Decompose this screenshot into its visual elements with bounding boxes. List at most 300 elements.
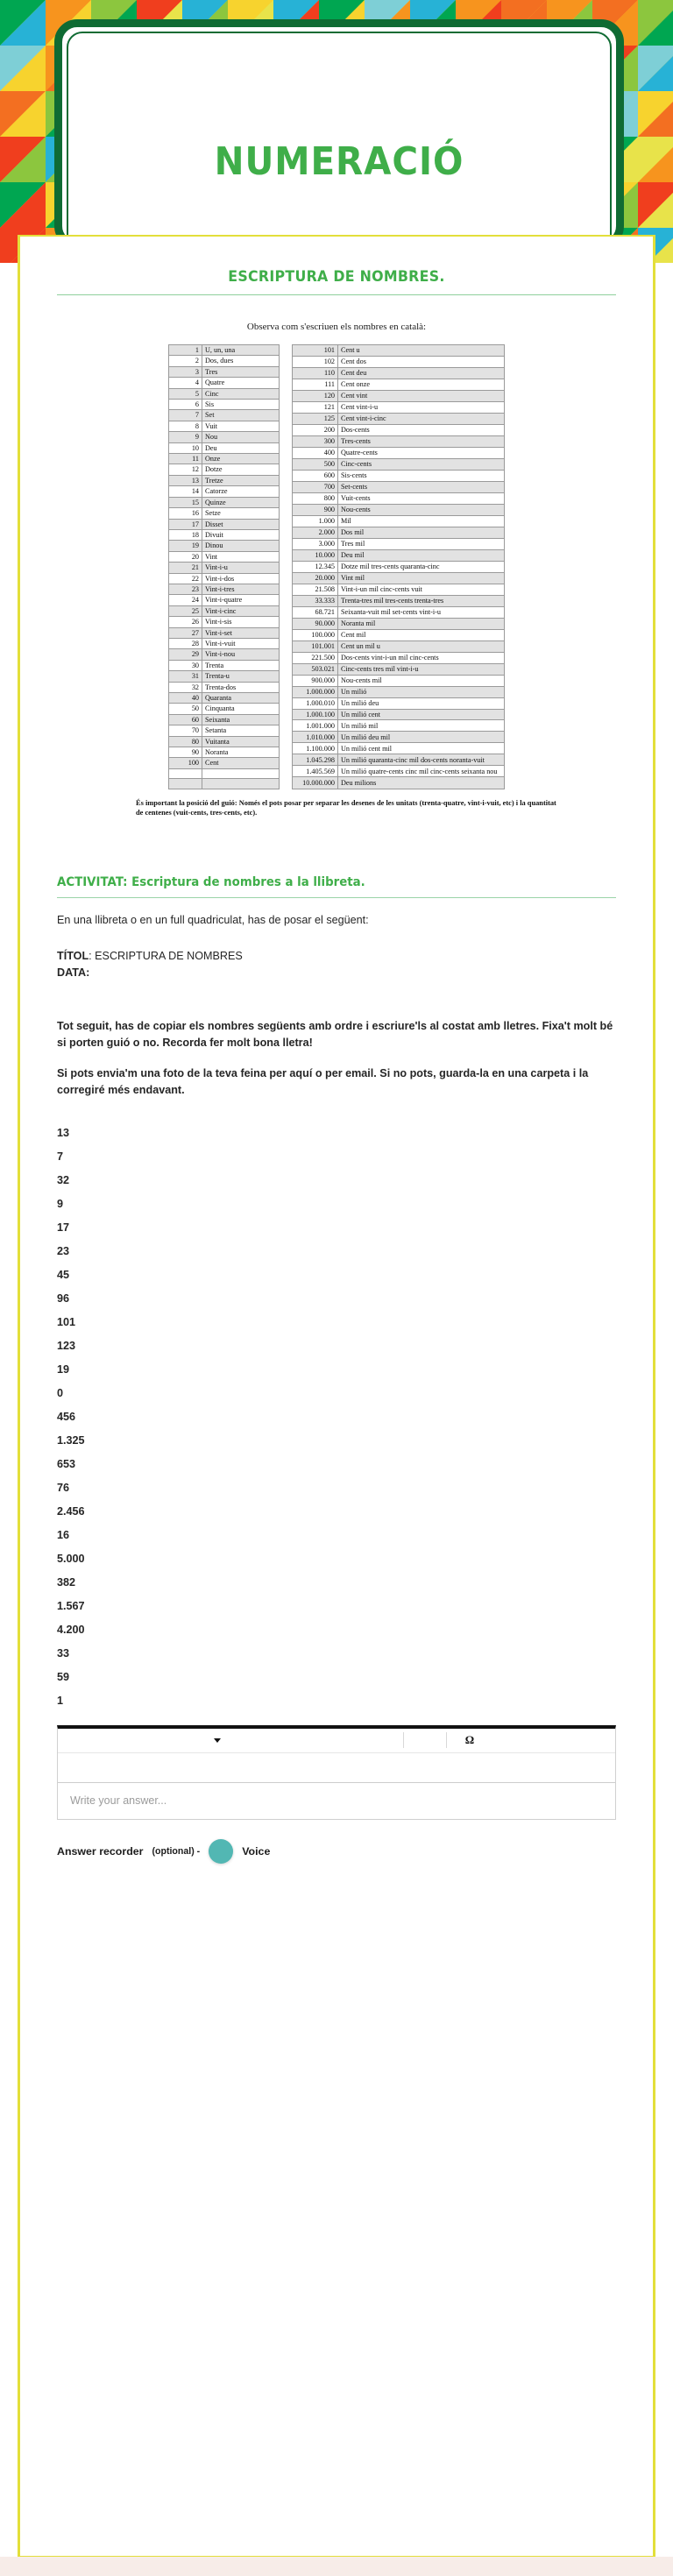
table-row <box>169 551 280 562</box>
table-row <box>293 515 505 527</box>
number-cell: 900 <box>293 504 338 515</box>
number-cell: 12.345 <box>293 561 338 572</box>
table-row <box>293 584 505 595</box>
number-cell: 28 <box>169 638 202 648</box>
number-cell: 13 <box>169 475 202 485</box>
number-item: 45 <box>57 1268 70 1281</box>
number-cell: 27 <box>169 627 202 638</box>
table-row <box>169 758 280 768</box>
word-cell: Trenta-tres mil tres-cents trenta-tres <box>338 595 505 606</box>
activity-divider <box>57 897 616 898</box>
number-cell: 15 <box>169 497 202 507</box>
confetti-triangle <box>638 137 673 182</box>
table-row <box>169 475 280 485</box>
table-row <box>169 768 280 778</box>
word-cell: Trenta-u <box>202 671 280 682</box>
word-cell: Dinou <box>202 541 280 551</box>
number-item: 0 <box>57 1386 64 1399</box>
table-row <box>169 345 280 356</box>
word-cell: Trenta <box>202 660 280 670</box>
number-cell: 17 <box>169 519 202 529</box>
number-cell: 14 <box>169 486 202 497</box>
titol-value: : ESCRIPTURA DE NOMBRES <box>89 949 243 962</box>
section-divider <box>57 294 616 295</box>
confetti-triangle <box>0 91 46 137</box>
confetti-triangle <box>0 0 46 46</box>
word-cell: Nou-cents mil <box>338 675 505 686</box>
number-cell: 32 <box>169 682 202 692</box>
chevron-down-icon <box>214 1738 221 1743</box>
word-cell: U, un, una <box>202 345 280 356</box>
number-cell: 100.000 <box>293 629 338 640</box>
table-row <box>293 766 505 777</box>
table-row <box>293 629 505 640</box>
word-cell: Seixanta <box>202 714 280 725</box>
number-item: 9 <box>57 1197 64 1210</box>
number-cell: 700 <box>293 481 338 492</box>
number-item: 13 <box>57 1126 70 1139</box>
table-row <box>293 732 505 743</box>
word-cell: Seixanta-vuit mil set-cents vint-i-u <box>338 606 505 618</box>
activity-paragraph-1: Tot seguit, has de copiar els nombres següents amb ordre i escriure'ls al costat amb lletres. Fixa't molt bé si porten guió o no. Recorda fer molt bona lletra! <box>57 1019 613 1049</box>
word-cell: Dos mil <box>338 527 505 538</box>
word-cell: Noranta mil <box>338 618 505 629</box>
table-row <box>169 432 280 442</box>
page-bottom-strip <box>0 2557 673 2576</box>
word-cell: Un milió quaranta-cinc mil dos-cents noranta-vuit <box>338 754 505 766</box>
style-dropdown[interactable] <box>58 1728 403 1752</box>
number-cell: 19 <box>169 541 202 551</box>
section-intro: Observa com s'escriuen els nombres en català: <box>246 322 427 332</box>
number-cell: 1.045.298 <box>293 754 338 766</box>
word-cell: Setze <box>202 508 280 519</box>
table-row <box>293 424 505 435</box>
confetti-triangle <box>638 0 673 46</box>
number-cell: 16 <box>169 508 202 519</box>
table-row <box>169 671 280 682</box>
number-cell: 31 <box>169 671 202 682</box>
word-cell: Cent vint-i-u <box>338 401 505 413</box>
table-row <box>169 725 280 736</box>
number-cell: 1.405.569 <box>293 766 338 777</box>
word-cell: Vint-i-tres <box>202 584 280 594</box>
table-row <box>169 747 280 758</box>
number-cell: 4 <box>169 378 202 388</box>
word-cell: Un milió mil <box>338 720 505 732</box>
number-cell: 900.000 <box>293 675 338 686</box>
number-item: 1 <box>57 1694 64 1707</box>
word-cell: Dos-cents <box>338 424 505 435</box>
table-row <box>293 697 505 709</box>
number-cell: 500 <box>293 458 338 470</box>
number-cell: 3.000 <box>293 538 338 549</box>
table-row <box>293 572 505 584</box>
number-cell: 102 <box>293 356 338 367</box>
word-cell: Tres <box>202 366 280 377</box>
number-cell: 101 <box>293 345 338 357</box>
number-cell: 3 <box>169 366 202 377</box>
number-cell: 30 <box>169 660 202 670</box>
number-cell: 23 <box>169 584 202 594</box>
number-cell: 50 <box>169 704 202 714</box>
number-cell: 25 <box>169 605 202 616</box>
word-cell: Dotze <box>202 464 280 475</box>
number-item: 96 <box>57 1292 70 1305</box>
table-row <box>169 736 280 747</box>
number-cell: 21.508 <box>293 584 338 595</box>
number-cell: 1.000.100 <box>293 709 338 720</box>
number-cell: 21 <box>169 563 202 573</box>
voice-label: Voice <box>242 1844 271 1858</box>
table-row <box>293 435 505 447</box>
hyphen-note: És important la posició del guió: Només el pots posar per separar les desenes de les unitats (trenta-quatre, vint-i-vuit, etc) i la quantitat de centenes (vuit-cents, tres-cents, etc). <box>136 798 556 817</box>
table-row <box>169 779 280 789</box>
word-cell <box>202 779 280 789</box>
word-cell: Sis <box>202 400 280 410</box>
word-cell: Mil <box>338 515 505 527</box>
titol-line <box>57 948 616 965</box>
word-cell: Cent u <box>338 345 505 357</box>
confetti-triangle <box>638 91 673 137</box>
word-cell: Cinc <box>202 388 280 399</box>
word-cell: Dotze mil tres-cents quaranta-cinc <box>338 561 505 572</box>
table-row <box>169 595 280 605</box>
table-row <box>169 378 280 388</box>
activity-lead: En una llibreta o en un full quadriculat, has de posar el següent: <box>57 913 369 926</box>
table-row <box>169 627 280 638</box>
table-row <box>169 617 280 627</box>
numbers-to-write-list <box>20 1122 653 1713</box>
word-cell: Vint-i-cinc <box>202 605 280 616</box>
word-cell: Vint-i-vuit <box>202 638 280 648</box>
number-cell: 125 <box>293 413 338 424</box>
word-cell: Nou <box>202 432 280 442</box>
confetti-triangle <box>0 182 46 228</box>
word-cell: Dos-cents vint-i-un mil cinc-cents <box>338 652 505 663</box>
data-label: DATA: <box>57 966 90 979</box>
microphone-record-button[interactable] <box>209 1839 233 1864</box>
table-row <box>293 720 505 732</box>
table-row <box>293 504 505 515</box>
number-item: 19 <box>57 1362 70 1376</box>
number-cell: 800 <box>293 492 338 504</box>
number-cell: 121 <box>293 401 338 413</box>
number-cell: 20.000 <box>293 572 338 584</box>
editor-canvas[interactable] <box>58 1753 615 1783</box>
word-cell: Cent <box>202 758 280 768</box>
editor-frame <box>57 1725 616 1820</box>
number-cell: 10 <box>169 442 202 453</box>
number-cell: 12 <box>169 464 202 475</box>
word-cell: Vint-i-set <box>202 627 280 638</box>
table-row <box>293 606 505 618</box>
number-cell: 110 <box>293 367 338 379</box>
number-cell: 221.500 <box>293 652 338 663</box>
number-cell: 24 <box>169 595 202 605</box>
answer-editor[interactable] <box>57 1725 616 1820</box>
numbers-table-right <box>292 344 505 789</box>
word-cell: Quaranta <box>202 693 280 704</box>
table-row <box>169 638 280 648</box>
number-cell: 1.000.010 <box>293 697 338 709</box>
recorder-label: Answer recorder <box>57 1844 144 1858</box>
word-cell: Un milió deu <box>338 697 505 709</box>
number-cell: 33.333 <box>293 595 338 606</box>
table-row <box>169 519 280 529</box>
table-row <box>293 640 505 652</box>
toolbar-spacer <box>404 1728 446 1752</box>
table-row <box>169 508 280 519</box>
word-cell: Trenta-dos <box>202 682 280 692</box>
word-cell: Sis-cents <box>338 470 505 481</box>
word-cell: Un milió deu mil <box>338 732 505 743</box>
table-row <box>169 529 280 540</box>
table-row <box>293 618 505 629</box>
number-cell: 1 <box>169 345 202 356</box>
confetti-triangle <box>638 182 673 228</box>
confetti-triangle <box>0 137 46 182</box>
word-cell: Cinc-cents tres mil vint-i-u <box>338 663 505 675</box>
number-item: 33 <box>57 1646 70 1660</box>
number-item: 123 <box>57 1339 76 1352</box>
number-cell: 7 <box>169 410 202 421</box>
word-cell: Vuit <box>202 421 280 431</box>
word-cell: Divuit <box>202 529 280 540</box>
table-row <box>169 573 280 584</box>
table-row <box>293 549 505 561</box>
table-row <box>293 379 505 390</box>
word-cell: Tres-cents <box>338 435 505 447</box>
word-cell: Catorze <box>202 486 280 497</box>
word-cell: Un milió cent mil <box>338 743 505 754</box>
word-cell: Vint-i-sis <box>202 617 280 627</box>
table-row <box>293 595 505 606</box>
number-cell: 40 <box>169 693 202 704</box>
number-cell: 400 <box>293 447 338 458</box>
table-row <box>169 454 280 464</box>
table-row <box>293 492 505 504</box>
word-cell: Un milió cent <box>338 709 505 720</box>
number-cell: 100 <box>169 758 202 768</box>
table-row <box>293 527 505 538</box>
word-cell: Cent deu <box>338 367 505 379</box>
number-cell: 20 <box>169 551 202 562</box>
number-cell: 60 <box>169 714 202 725</box>
table-row <box>293 447 505 458</box>
number-cell: 1.100.000 <box>293 743 338 754</box>
number-cell: 26 <box>169 617 202 627</box>
number-cell: 2 <box>169 356 202 366</box>
word-cell: Cinc-cents <box>338 458 505 470</box>
number-cell: 10.000.000 <box>293 777 338 789</box>
table-row <box>293 777 505 789</box>
word-cell: Deu mil <box>338 549 505 561</box>
confetti-triangle <box>638 46 673 91</box>
table-row <box>293 561 505 572</box>
table-row <box>293 538 505 549</box>
number-cell: 6 <box>169 400 202 410</box>
word-cell: Tres mil <box>338 538 505 549</box>
confetti-triangle <box>0 46 46 91</box>
number-item: 382 <box>57 1575 76 1589</box>
table-row <box>169 704 280 714</box>
number-cell: 1.000.000 <box>293 686 338 697</box>
word-cell: Vint <box>202 551 280 562</box>
number-item: 23 <box>57 1244 70 1257</box>
number-item: 16 <box>57 1528 70 1541</box>
number-item: 59 <box>57 1670 70 1683</box>
number-item: 2.456 <box>57 1504 85 1518</box>
word-cell: Cinquanta <box>202 704 280 714</box>
answer-recorder-row <box>57 1839 616 1864</box>
word-cell: Set-cents <box>338 481 505 492</box>
table-row <box>169 649 280 660</box>
table-row <box>293 709 505 720</box>
omega-symbol-icon[interactable]: Ω <box>464 1733 475 1747</box>
word-cell <box>202 768 280 778</box>
worksheet-sheet <box>18 237 655 2558</box>
number-cell: 22 <box>169 573 202 584</box>
word-cell: Quatre <box>202 378 280 388</box>
page-title: NUMERACIÓ <box>214 139 464 184</box>
number-item: 456 <box>57 1410 76 1423</box>
header-card <box>54 19 624 249</box>
number-cell: 11 <box>169 454 202 464</box>
table-row <box>169 541 280 551</box>
word-cell: Nou-cents <box>338 504 505 515</box>
table-row <box>169 714 280 725</box>
table-row <box>293 652 505 663</box>
table-row <box>293 481 505 492</box>
word-cell: Vuit-cents <box>338 492 505 504</box>
word-cell: Cent mil <box>338 629 505 640</box>
number-item: 7 <box>57 1150 64 1163</box>
table-row <box>293 401 505 413</box>
table-row <box>169 605 280 616</box>
word-cell: Deu milions <box>338 777 505 789</box>
table-row <box>169 388 280 399</box>
table-row <box>169 486 280 497</box>
word-cell: Disset <box>202 519 280 529</box>
editor-toolbar[interactable] <box>58 1729 615 1753</box>
answer-input[interactable]: Write your answer... <box>70 1794 167 1808</box>
numbers-table-left <box>168 344 280 789</box>
table-row <box>293 754 505 766</box>
table-row <box>169 421 280 431</box>
number-item: 1.325 <box>57 1433 85 1447</box>
number-cell: 300 <box>293 435 338 447</box>
activity-paragraph-2: Si pots envia'm una foto de la teva feina per aquí o per email. Si no pots, guarda-la en una carpeta i la corregiré més endavant. <box>57 1066 589 1096</box>
number-cell: 90 <box>169 747 202 758</box>
word-cell: Vuitanta <box>202 736 280 747</box>
table-row <box>293 743 505 754</box>
recorder-optional-label: (optional) - <box>152 1845 201 1857</box>
word-cell: Vint-i-dos <box>202 573 280 584</box>
number-cell: 8 <box>169 421 202 431</box>
table-row <box>169 563 280 573</box>
numbers-table-wrap <box>20 344 653 789</box>
number-cell: 9 <box>169 432 202 442</box>
word-cell: Tretze <box>202 475 280 485</box>
word-cell: Cent un mil u <box>338 640 505 652</box>
table-row <box>293 663 505 675</box>
word-cell: Vint-i-u <box>202 563 280 573</box>
number-cell: 111 <box>293 379 338 390</box>
number-item: 5.000 <box>57 1552 85 1565</box>
number-cell: 70 <box>169 725 202 736</box>
number-cell: 2.000 <box>293 527 338 538</box>
word-cell: Un milió <box>338 686 505 697</box>
data-line <box>57 965 616 981</box>
number-item: 32 <box>57 1173 70 1186</box>
number-item: 653 <box>57 1457 76 1470</box>
number-cell: 200 <box>293 424 338 435</box>
table-row <box>293 356 505 367</box>
word-cell: Vint-i-nou <box>202 649 280 660</box>
table-row <box>169 660 280 670</box>
number-item: 17 <box>57 1221 70 1234</box>
table-row <box>293 413 505 424</box>
table-row <box>293 367 505 379</box>
number-cell: 68.721 <box>293 606 338 618</box>
number-cell: 120 <box>293 390 338 401</box>
number-cell: 80 <box>169 736 202 747</box>
number-cell: 90.000 <box>293 618 338 629</box>
word-cell: Deu <box>202 442 280 453</box>
number-cell: 18 <box>169 529 202 540</box>
word-cell: Set <box>202 410 280 421</box>
number-cell: 29 <box>169 649 202 660</box>
table-row <box>169 693 280 704</box>
table-row <box>169 366 280 377</box>
table-row <box>293 345 505 357</box>
number-cell: 600 <box>293 470 338 481</box>
word-cell: Vint mil <box>338 572 505 584</box>
word-cell: Setanta <box>202 725 280 736</box>
table-row <box>169 584 280 594</box>
word-cell: Dos, dues <box>202 356 280 366</box>
word-cell: Quinze <box>202 497 280 507</box>
section-title: ESCRIPTURA DE NOMBRES. <box>228 268 445 286</box>
number-cell: 5 <box>169 388 202 399</box>
word-cell: Cent onze <box>338 379 505 390</box>
number-item: 76 <box>57 1481 70 1494</box>
number-cell: 101.001 <box>293 640 338 652</box>
number-cell: 1.000 <box>293 515 338 527</box>
word-cell: Vint-i-un mil cinc-cents vuit <box>338 584 505 595</box>
table-row <box>169 400 280 410</box>
word-cell: Un milió quatre-cents cinc mil cinc-cents seixanta nou <box>338 766 505 777</box>
table-row <box>169 410 280 421</box>
word-cell: Cent dos <box>338 356 505 367</box>
table-row <box>169 464 280 475</box>
table-row <box>169 682 280 692</box>
number-cell: 1.001.000 <box>293 720 338 732</box>
word-cell: Cent vint-i-cinc <box>338 413 505 424</box>
activity-title: ACTIVITAT: Escriptura de nombres a la llibreta. <box>57 874 365 889</box>
word-cell: Vint-i-quatre <box>202 595 280 605</box>
word-cell: Noranta <box>202 747 280 758</box>
table-row <box>169 442 280 453</box>
table-row <box>169 497 280 507</box>
number-cell: 1.010.000 <box>293 732 338 743</box>
number-cell <box>169 768 202 778</box>
number-item: 1.567 <box>57 1599 85 1612</box>
word-cell: Quatre-cents <box>338 447 505 458</box>
table-row <box>293 458 505 470</box>
word-cell: Onze <box>202 454 280 464</box>
table-row <box>169 356 280 366</box>
